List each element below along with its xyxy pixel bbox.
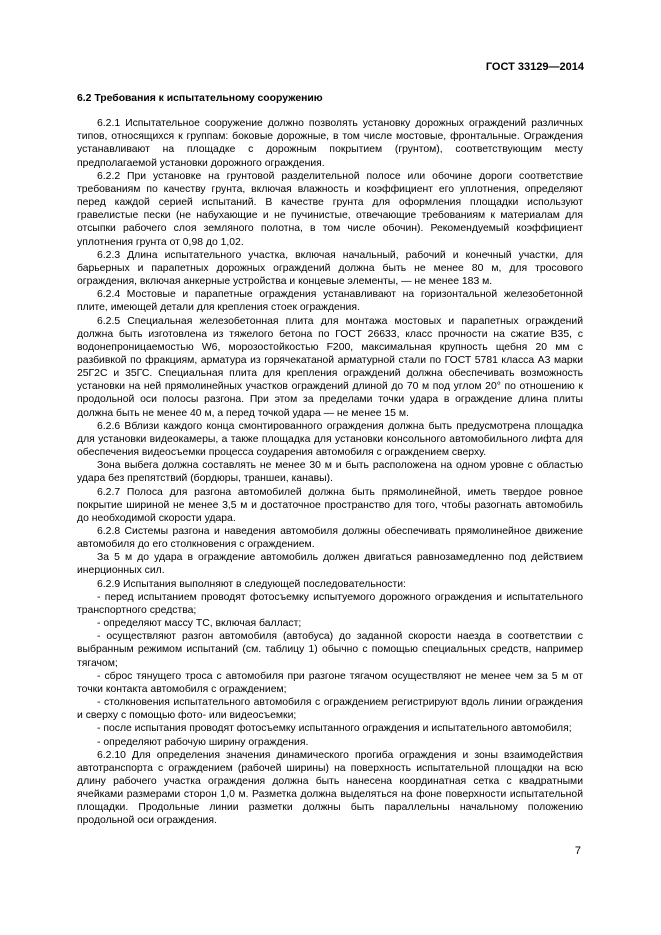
document-id: ГОСТ 33129—2014 <box>485 61 584 73</box>
paragraph-6-2-7: 6.2.7 Полоса для разгона автомобилей должна быть прямолинейной, иметь твердое ровное покрытие шириной не менее 3,5 м и достаточное пространство для того, чтобы разогнать автомобиль до необходимой скорости удара. <box>77 486 583 524</box>
paragraph-6-2-4: 6.2.4 Мостовые и парапетные ограждения устанавливают на горизонтальной железобетонной плите, имеющей детали для крепления стоек ограждения. <box>77 289 583 314</box>
paragraph-run-out-zone: Зона выбега должна составлять не менее 30 м и быть расположена на одном уровне с областью удара без препятствий (бордюры, траншеи, канавы). <box>77 460 583 485</box>
paragraph-6-2-9: 6.2.9 Испытания выполняют в следующей последовательности: <box>97 578 406 590</box>
paragraph-6-2-3: 6.2.3 Длина испытательного участка, включая начальный, рабочий и конечный участки, для барьерных и парапетных дорожных ограждений должна быть не менее 80 м, для тросового ограждения, включая анкерные устройства и концевые элементы, — не менее 183 м. <box>77 249 583 288</box>
list-item: - после испытания проводят фотосъемку испытанного ограждения и испытательного автомобиля; <box>97 723 572 735</box>
paragraph-6-2-8: 6.2.8 Системы разгона и наведения автомобиля должны обеспечивать прямолинейное движение автомобиля до его столкновения с ограждением. <box>77 526 583 551</box>
paragraph-6-2-5: 6.2.5 Специальная железобетонная плита для монтажа мостовых и парапетных ограждений должна быть изготовлена из тяжелого бетона по ГОСТ 26633, класс прочности на сжатие В35, с водонепроницаемостью W6, морозостойкостью F200, максимальная крупность щебня 20 мм с разбивкой по фракциям, арматура из горячекатаной арматурной стали по ГОСТ 5781 класса А3 марки 25Г2С и 35ГС. Специальная плита для крепления ограждений должна обеспечивать возможность установки на ней прямолинейных участков ограждений длиной до 70 м под углом 20° по отношению к продольной оси полосы разгона. При этом за пределами точки удара в ограждение длина плиты должна быть не менее 40 м, а перед точкой удара — не менее 15 м. <box>77 315 583 419</box>
list-item: - сброс тянущего троса с автомобиля при разгоне тягачом осуществляют не менее чем за 5 м от точки контакта автомобиля с ограждением; <box>77 670 583 695</box>
list-item: - перед испытанием проводят фотосъемку испытуемого дорожного ограждения и испытательного транспортного средства; <box>77 591 583 616</box>
paragraph-6-2-2: 6.2.2 При установке на грунтовой разделительной полосе или обочине дороги соответствие требованиям по качеству грунта, включая влажность и коэффициент его уплотнения, определяют перед каждой серией испытаний. В качестве грунта для оформления площадки используют гравелистые пески (не набухающие и не пучинистые, отвечающие требованиям к материалам для отсыпки рабочего слоя земляного полотна, в том числе обочин). Рекомендуемый коэффициент уплотнения грунта от 0,98 до 1,02. <box>77 170 583 248</box>
list-item: - определяют массу ТС, включая балласт; <box>97 618 302 630</box>
list-item: - определяют рабочую ширину ограждения. <box>97 736 309 748</box>
paragraph-6-2-10: 6.2.10 Для определения значения динамического прогиба ограждения и зоны взаимодействия автотранспорта с ограждением (рабочей ширины) на поверхность испытательной площадки на всю длину рабочего участка ограждения должна быть нанесена координатная сетка с квадратными ячейками размерами сторон 1,0 м. Разметка должна выделяться на фоне поверхности испытательной площадки. Продольные линии разметки должны быть параллельны начальному положению продольной оси ограждения. <box>77 749 583 827</box>
list-item: - осуществляют разгон автомобиля (автобуса) до заданной скорости наезда в соответствии с выбранным режимом испытаний (см. таблицу 1) обычно с помощью специальных средств, например тягачом; <box>77 631 583 669</box>
page-number: 7 <box>574 845 581 857</box>
paragraph-6-2-6: 6.2.6 Вблизи каждого конца смонтированного ограждения должна быть предусмотрена площадка для установки видеокамеры, а также площадка для установки консольного автомобильного лифта для обеспечения видеосъемки процесса соударения автомобиля с ограждением сверху. <box>77 420 583 459</box>
list-item: - столкновения испытательного автомобиля с ограждением регистрируют вдоль линии ограждения и сверху с помощью фото- или видеосъемки; <box>77 697 583 722</box>
section-title: 6.2 Требования к испытательному сооружению <box>77 93 323 104</box>
paragraph-6-2-1: 6.2.1 Испытательное сооружение должно позволять установку дорожных ограждений различных типов, относящихся к группам: боковые дорожные, в том числе мостовые, фронтальные. Ограждения устанавливают на площадке с дорожным покрытием (грунтом), соответствующим месту предполагаемой установки дорожного ограждения. <box>77 118 583 169</box>
paragraph-deceleration: За 5 м до удара в ограждение автомобиль должен двигаться равнозамедленно под действием инерционных сил. <box>77 552 583 577</box>
document-body <box>77 92 583 828</box>
